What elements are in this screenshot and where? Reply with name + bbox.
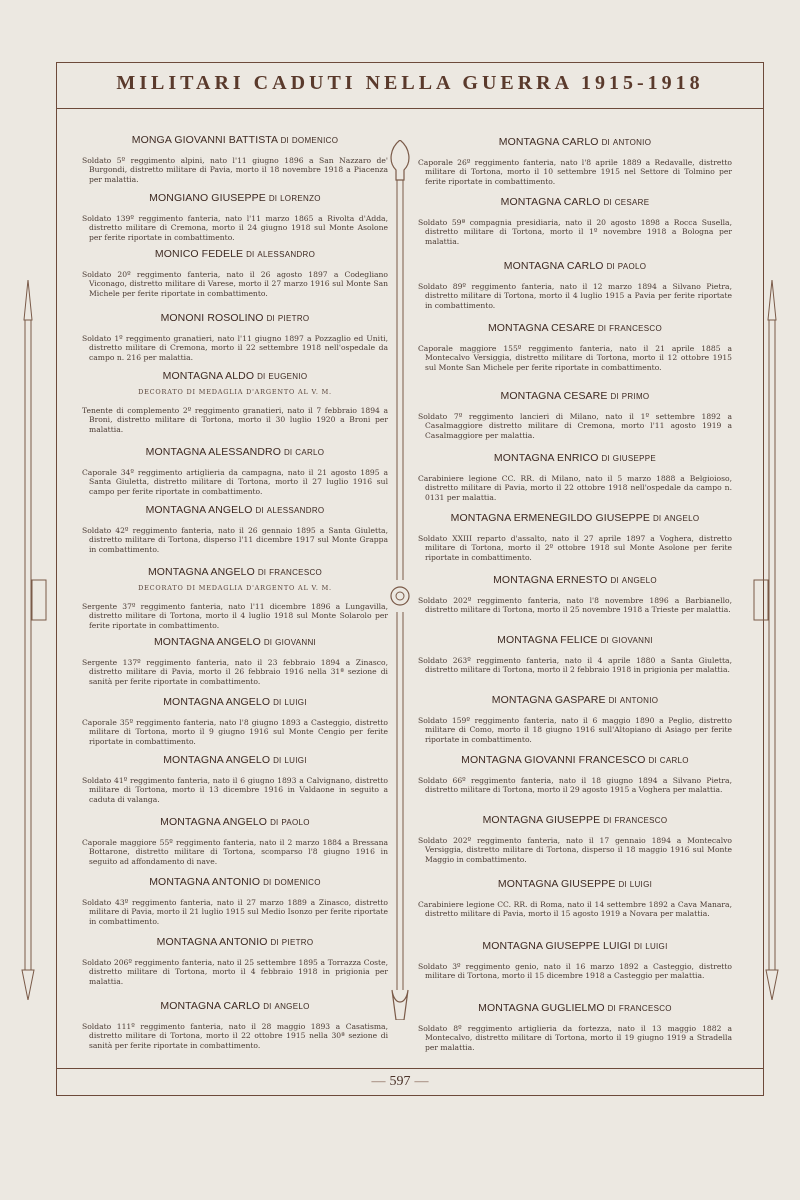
entry-name: MONICO FEDELE DI ALESSANDRO bbox=[154, 248, 316, 260]
entry-name: MONTAGNA ANGELO DI LUIGI bbox=[163, 696, 307, 708]
entry-name: MONTAGNA ERMENEGILDO GIUSEPPE DI ANGELO bbox=[450, 512, 700, 524]
entry bbox=[82, 754, 388, 804]
entry-name: MONTAGNA GIOVANNI FRANCESCO DI CARLO bbox=[461, 754, 689, 766]
entry bbox=[418, 260, 732, 310]
entry bbox=[82, 134, 388, 184]
entry-description: Carabiniere legione CC. RR. di Roma, nato il 14 settembre 1892 a Cava Manara, distretto militare di Pavia, morto il 15 agosto 1919 a Novara per malattia. bbox=[418, 900, 732, 919]
entry bbox=[418, 634, 732, 675]
entry-description: Caporale 35º reggimento fanteria, nato l'8 giugno 1893 a Casteggio, distretto militare di Tortona, morto il 9 giugno 1916 sul Monte Cengio per ferite riportate in combattimento. bbox=[82, 718, 388, 746]
entry bbox=[82, 504, 388, 554]
right-column bbox=[418, 126, 732, 1066]
entry-description: Sergente 137º reggimento fanteria, nato il 23 febbraio 1894 a Zinasco, distretto militare di Pavia, morto il 26 febbraio 1916 nella 31ª sezione di sanità per ferite riportate in combattimento. bbox=[82, 658, 388, 686]
entry-name: MONONI ROSOLINO DI PIETRO bbox=[160, 312, 310, 324]
entry-description: Soldato 111º reggimento fanteria, nato il 28 maggio 1893 a Casatisma, distretto militare di Tortona, morto il 22 ottobre 1915 nella 30ª sezione di sanità per ferite riportate in combattimento. bbox=[82, 1022, 388, 1050]
entry-description: Caporale 26º reggimento fanteria, nato l'8 aprile 1889 a Redavalle, distretto militare di Tortona, morto il 10 settembre 1915 nel Settore di Tolmino per ferite riportate in combattimento. bbox=[418, 158, 732, 186]
entry-description: Soldato 41º reggimento fanteria, nato il 6 giugno 1893 a Calvignano, distretto militare di Tortona, morto il 13 dicembre 1916 in Valdaone in seguito a caduta di valanga. bbox=[82, 776, 388, 804]
entry bbox=[418, 940, 732, 981]
entry bbox=[418, 574, 732, 615]
entry-description: Caporale maggiore 55º reggimento fanteria, nato il 2 marzo 1884 a Bressana Bottarone, distretto militare di Tortona, scomparso l'8 giugno 1916 in seguito ad affondamento di nave. bbox=[82, 838, 388, 866]
entry bbox=[418, 452, 732, 502]
entry-name: MONTAGNA ANGELO DI LUIGI bbox=[163, 754, 307, 766]
entry-description: Soldato 206º reggimento fanteria, nato il 25 settembre 1895 a Torrazza Coste, distretto militare di Tortona, morto il 4 febbraio 1918 in prigionia per malattia. bbox=[82, 958, 388, 986]
entry-name: MONTAGNA ANGELO DI PAOLO bbox=[160, 816, 310, 828]
entry bbox=[418, 814, 732, 864]
entry-name: MONTAGNA ANTONIO DI DOMENICO bbox=[149, 876, 321, 888]
entry-description: Soldato 159º reggimento fanteria, nato il 6 maggio 1890 a Peglio, distretto militare di Como, morto il 18 giugno 1916 sull'Altopiano di Asiago per ferite riportate in combattimento. bbox=[418, 716, 732, 744]
entry bbox=[82, 446, 388, 496]
entry bbox=[418, 390, 732, 440]
entry bbox=[82, 1000, 388, 1050]
footer-rule bbox=[56, 1068, 764, 1069]
entry-description: Soldato 202º reggimento fanteria, nato l'8 novembre 1896 a Barbianello, distretto militare di Tortona, morto il 25 novembre 1918 a Trieste per malattia. bbox=[418, 596, 732, 615]
entry-description: Caporale maggiore 155º reggimento fanteria, nato il 21 aprile 1885 a Montecalvo Versiggia, distretto militare di Tortona, morto il 12 ottobre 1915 sul Monte San Michele per ferite riportate in combattimento. bbox=[418, 344, 732, 372]
entry-description: Soldato 139º reggimento fanteria, nato l'11 marzo 1865 a Rivolta d'Adda, distretto militare di Cremona, morto il 24 giugno 1918 sul Monte Asolone per ferite riportate in combattimento. bbox=[82, 214, 388, 242]
page-title: MILITARI CADUTI NELLA GUERRA 1915-1918 bbox=[116, 72, 704, 94]
entry-description: Tenente di complemento 2º reggimento granatieri, nato il 7 febbraio 1894 a Broni, distretto militare di Tortona, morto il 30 luglio 1920 a Broni per malattia. bbox=[82, 406, 388, 434]
entry-description: Sergente 37º reggimento fanteria, nato l'11 dicembre 1896 a Lungavilla, distretto militare di Tortona, morto il 4 luglio 1918 sul Monte Solarolo per ferite riportate in combattimento. bbox=[82, 602, 388, 630]
entry-name: MONTAGNA GIUSEPPE DI LUIGI bbox=[497, 878, 653, 890]
entry-description: Soldato 3º reggimento genio, nato il 16 marzo 1892 a Casteggio, distretto militare di Tortona, morto il 15 dicembre 1918 a Casteggio per malattia. bbox=[418, 962, 732, 981]
entry bbox=[418, 694, 732, 744]
entry bbox=[418, 1002, 732, 1052]
entry bbox=[418, 136, 732, 186]
left-column bbox=[82, 126, 388, 1066]
entry-description: Soldato 43º reggimento fanteria, nato il 27 marzo 1889 a Zinasco, distretto militare di Pavia, morto il 21 luglio 1915 sul Medio Isonzo per ferite riportate in combattimento. bbox=[82, 898, 388, 926]
entry bbox=[418, 196, 732, 246]
entry bbox=[82, 696, 388, 746]
entry bbox=[418, 878, 732, 919]
entry bbox=[82, 936, 388, 986]
page-number: — 597 — bbox=[371, 1074, 429, 1089]
entry-name: MONTAGNA ALDO DI EUGENIO bbox=[162, 370, 308, 382]
entry bbox=[418, 754, 732, 795]
right-column-ornament bbox=[750, 280, 794, 1000]
entry-description: Soldato 89º reggimento fanteria, nato il 12 marzo 1894 a Silvano Pietra, distretto militare di Tortona, morto il 4 luglio 1915 a Pavia per ferite riportate in combattimento. bbox=[418, 282, 732, 310]
entry-name: MONTAGNA GASPARE DI ANTONIO bbox=[491, 694, 659, 706]
entry-name: MONTAGNA CARLO DI PAOLO bbox=[503, 260, 647, 272]
entry-description: Soldato 1º reggimento granatieri, nato l'11 giugno 1897 a Pozzaglio ed Uniti, distretto militare di Cremona, morto il 22 settembre 1918 nell'ospedale da campo n. 216 per malattia. bbox=[82, 334, 388, 362]
entry-description: Soldato 66º reggimento fanteria, nato il 18 giugno 1894 a Silvano Pietra, distretto militare di Tortona, morto il 29 agosto 1915 a Voghera per malattia. bbox=[418, 776, 732, 795]
left-column-ornament bbox=[6, 280, 50, 1000]
entry-description: Soldato XXIII reparto d'assalto, nato il 27 aprile 1897 a Voghera, distretto militare di Tortona, morto il 2º ottobre 1918 sul Monte Asolone per ferite riportate in combattimento. bbox=[418, 534, 732, 562]
entry-description: Soldato 5º reggimento alpini, nato l'11 giugno 1896 a San Nazzaro de' Burgondi, distretto militare di Pavia, morto il 18 novembre 1918 a Piacenza per malattia. bbox=[82, 156, 388, 184]
entry bbox=[82, 816, 388, 866]
entry-decoration: DECORATO DI MEDAGLIA D'ARGENTO AL V. M. bbox=[138, 584, 332, 592]
entry bbox=[82, 192, 388, 242]
entry bbox=[82, 636, 388, 686]
entry-description: Soldato 59ª compagnia presidiaria, nato il 20 agosto 1898 a Rocca Susella, distretto militare di Tortona, morto il 1º novembre 1918 a Bologna per malattia. bbox=[418, 218, 732, 246]
entry-name: MONTAGNA ANGELO DI FRANCESCO bbox=[147, 566, 323, 578]
entry-name: MONTAGNA ANGELO DI GIOVANNI bbox=[153, 636, 317, 648]
entry-name: MONTAGNA ERNESTO DI ANGELO bbox=[493, 574, 657, 586]
entry bbox=[82, 876, 388, 926]
entry-name: MONTAGNA CARLO DI ANTONIO bbox=[498, 136, 652, 148]
entry-description: Soldato 42º reggimento fanteria, nato il 26 gennaio 1895 a Santa Giuletta, distretto militare di Tortona, disperso l'11 dicembre 1917 sul Monte Grappa in combattimento. bbox=[82, 526, 388, 554]
entry bbox=[82, 370, 388, 434]
entry-name: MONTAGNA ANGELO DI ALESSANDRO bbox=[145, 504, 325, 516]
entry-name: MONTAGNA GIUSEPPE DI FRANCESCO bbox=[482, 814, 668, 826]
entry-description: Carabiniere legione CC. RR. di Milano, nato il 5 marzo 1888 a Belgioioso, distretto militare di Pavia, morto il 22 ottobre 1918 nell'ospedale da campo n. 0131 per malattia. bbox=[418, 474, 732, 502]
entry bbox=[82, 248, 388, 298]
entry-description: Soldato 202º reggimento fanteria, nato il 17 gennaio 1894 a Montecalvo Versiggia, distretto militare di Tortona, disperso il 18 maggio 1916 sul Monte Maggio in combattimento. bbox=[418, 836, 732, 864]
entry bbox=[418, 512, 732, 562]
entry-name: MONTAGNA CARLO DI CESARE bbox=[500, 196, 650, 208]
entry-name: MONGIANO GIUSEPPE DI LORENZO bbox=[149, 192, 321, 204]
centre-spear-ornament bbox=[384, 140, 416, 1020]
entry-name: MONTAGNA FELICE DI GIOVANNI bbox=[497, 634, 653, 646]
entry bbox=[418, 322, 732, 372]
entry-name: MONTAGNA CESARE DI FRANCESCO bbox=[487, 322, 663, 334]
entry-name: MONTAGNA GUGLIELMO DI FRANCESCO bbox=[478, 1002, 672, 1014]
entry-name: MONTAGNA GIUSEPPE LUIGI DI LUIGI bbox=[482, 940, 668, 952]
entry-name: MONTAGNA CESARE DI PRIMO bbox=[500, 390, 650, 402]
entry-name: MONTAGNA CARLO DI ANGELO bbox=[160, 1000, 310, 1012]
entry bbox=[82, 312, 388, 362]
entry bbox=[82, 566, 388, 630]
entry-name: MONTAGNA ALESSANDRO DI CARLO bbox=[145, 446, 325, 458]
entry-name: MONTAGNA ENRICO DI GIUSEPPE bbox=[493, 452, 657, 464]
entry-description: Soldato 7º reggimento lancieri di Milano, nato il 1º settembre 1892 a Casalmaggiore distretto militare di Cremona, morto l'11 agosto 1919 a Casalmaggiore per malattia. bbox=[418, 412, 732, 440]
entry-description: Soldato 8º reggimento artiglieria da fortezza, nato il 13 maggio 1882 a Montecalvo, distretto militare di Tortona, morto il 19 giugno 1919 a Stradella per malattia. bbox=[418, 1024, 732, 1052]
entry-name: MONGA GIOVANNI BATTISTA DI DOMENICO bbox=[131, 134, 339, 146]
entry-description: Soldato 263º reggimento fanteria, nato il 4 aprile 1880 a Santa Giuletta, distretto militare di Tortona, morto il 2 febbraio 1918 in prigionia per malattia. bbox=[418, 656, 732, 675]
header-rule bbox=[56, 108, 764, 109]
entry-description: Soldato 20º reggimento fanteria, nato il 26 agosto 1897 a Codegliano Viconago, distretto militare di Varese, morto il 27 marzo 1916 sul Monte San Michele per ferite riportate in combattimento. bbox=[82, 270, 388, 298]
entry-name: MONTAGNA ANTONIO DI PIETRO bbox=[156, 936, 314, 948]
entry-decoration: DECORATO DI MEDAGLIA D'ARGENTO AL V. M. bbox=[138, 388, 332, 396]
entry-description: Caporale 34º reggimento artiglieria da campagna, nato il 21 agosto 1895 a Santa Giuletta, distretto militare di Tortona, morto il 27 luglio 1916 sul campo per ferite riportate in combattimento. bbox=[82, 468, 388, 496]
